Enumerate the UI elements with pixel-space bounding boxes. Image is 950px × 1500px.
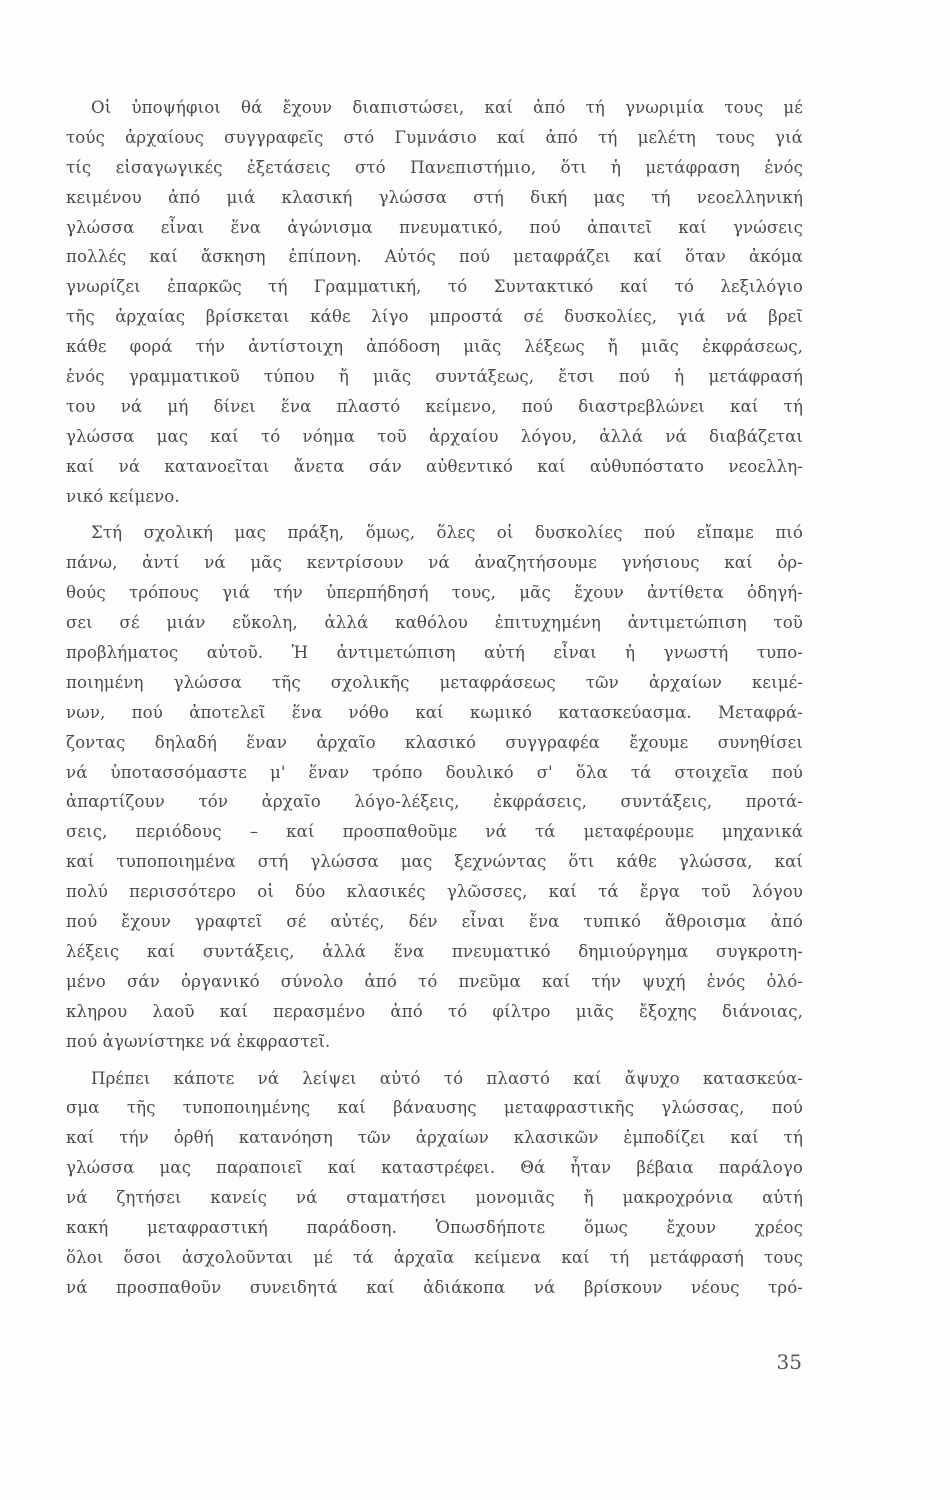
page-number: 35 <box>776 1350 802 1374</box>
text-line: γνωρίζει ἐπαρκῶς τή Γραμματική, τό Συντακτικό καί τό λεξιλόγιο <box>66 277 803 297</box>
text-line: Οἱ ὑποψήφιοι θά ἔχουν διαπιστώσει, καί ἀπό τή γνωριμία τους μέ <box>91 98 803 117</box>
paragraph-gap <box>66 1057 803 1064</box>
text-line: ἑνός γραμματικοῦ τύπου ἤ μιᾶς συντάξεως, ἔτσι πού ἡ μετάφρασή <box>66 367 803 387</box>
text-line: καί τήν ὀρθή κατανόηση τῶν ἀρχαίων κλασικῶν ἐμποδίζει καί τή <box>66 1128 803 1148</box>
text-line: τίς εἰσαγωγικές ἐξετάσεις στό Πανεπιστήμιο, ὅτι ἡ μετάφραση ἑνός <box>66 157 803 177</box>
text-line: λέξεις καί συντάξεις, ἀλλά ἕνα πνευματικό δημιούργημα συγκροτη- <box>66 941 803 961</box>
text-line: Πρέπει κάποτε νά λείψει αὐτό τό πλαστό καί ἄψυχο κατασκεύα- <box>91 1068 803 1088</box>
text-line: κειμένου ἀπό μιά κλασική γλώσσα στή δική μας τή νεοελληνική <box>66 187 803 207</box>
text-line: θούς τρόπους γιά τήν ὑπερπήδησή τους, μᾶς ἔχουν ἀντίθετα ὁδηγή- <box>66 583 803 603</box>
text-line: πού ἀγωνίστηκε νά ἐκφραστεῖ. <box>66 1031 331 1051</box>
text-line: νικό κείμενο. <box>66 486 180 506</box>
text-line: νά ζητήσει κανείς νά σταματήσει μονομιᾶς ἤ μακροχρόνια αὐτή <box>66 1188 803 1208</box>
text-line: γλώσσα μας παραποιεῖ καί καταστρέφει. Θά ἦταν βέβαια παράλογο <box>66 1158 803 1178</box>
text-line: του νά μή δίνει ἕνα πλαστό κείμενο, πού διαστρεβλώνει καί τή <box>66 396 803 416</box>
paragraph <box>66 1064 803 1303</box>
text-line: κακή μεταφραστική παράδοση. Ὁπωσδήποτε ὅμως ἔχουν χρέος <box>66 1217 803 1237</box>
text-line: προβλήματος αὐτοῦ. Ἡ ἀντιμετώπιση αὐτή εἶναι ἡ γνωστή τυπο- <box>66 643 803 663</box>
text-line: καί νά κατανοεῖται ἄνετα σάν αὐθεντικό καί αὐθυπόστατο νεοελλη- <box>66 456 803 476</box>
text-line: σμα τῆς τυποποιημένης καί βάναυσης μεταφραστικῆς γλώσσας, πού <box>66 1098 803 1118</box>
paragraph <box>66 93 803 511</box>
text-line: πολλές καί ἄσκηση ἐπίπονη. Αὐτός πού μεταφράζει καί ὅταν ἀκόμα <box>66 247 803 267</box>
text-line: νά προσπαθοῦν συνειδητά καί ἀδιάκοπα νά βρίσκουν νέους τρό- <box>66 1277 803 1297</box>
text-line: σει σέ μιάν εὔκολη, ἀλλά καθόλου ἐπιτυχημένη ἀντιμετώπιση τοῦ <box>66 613 803 633</box>
text-line: πάνω, ἀντί νά μᾶς κεντρίσουν νά ἀναζητήσουμε γνήσιους καί ὀρ- <box>66 553 803 573</box>
text-line: κάθε φορά τήν ἀντίστοιχη ἀπόδοση μιᾶς λέξεως ἤ μιᾶς ἐκφράσεως, <box>66 337 803 357</box>
paragraph <box>66 518 803 1056</box>
body-text <box>66 93 803 1303</box>
text-line: γλώσσα μας καί τό νόημα τοῦ ἀρχαίου λόγου, ἀλλά νά διαβάζεται <box>66 426 803 446</box>
text-line: γλώσσα εἶναι ἕνα ἀγώνισμα πνευματικό, πού ἀπαιτεῖ καί γνώσεις <box>66 217 803 237</box>
text-line: νά ὑποτασσόμαστε μ' ἕναν τρόπο δουλικό σ' ὅλα τά στοιχεῖα πού <box>66 762 803 782</box>
text-line: Στή σχολική μας πράξη, ὅμως, ὅλες οἱ δυσκολίες πού εἴπαμε πιό <box>91 523 803 543</box>
text-line: καί τυποποιημένα στή γλώσσα μας ξεχνώντας ὅτι κάθε γλώσσα, καί <box>66 852 803 872</box>
text-line: κληρου λαοῦ καί περασμένο ἀπό τό φίλτρο μιᾶς ἔξοχης διάνοιας, <box>66 1001 803 1021</box>
text-line: τούς ἀρχαίους συγγραφεῖς στό Γυμνάσιο καί ἀπό τή μελέτη τους γιά <box>66 127 803 147</box>
text-line: τῆς ἀρχαίας βρίσκεται κάθε λίγο μπροστά σέ δυσκολίες, γιά νά βρεῖ <box>66 307 803 327</box>
paragraph-gap <box>66 511 803 518</box>
text-line: ποιημένη γλώσσα τῆς σχολικῆς μεταφράσεως τῶν ἀρχαίων κειμέ- <box>66 672 803 692</box>
text-line: πού ἔχουν γραφτεῖ σέ αὐτές, δέν εἶναι ἕνα τυπικό ἄθροισμα ἀπό <box>66 912 803 932</box>
text-line: ζοντας δηλαδή ἕναν ἀρχαῖο κλασικό συγγραφέα ἔχουμε συνηθίσει <box>66 732 803 752</box>
text-line: ὅλοι ὅσοι ἀσχολοῦνται μέ τά ἀρχαῖα κείμενα καί τή μετάφρασή τους <box>66 1247 803 1267</box>
text-line: σεις, περιόδους – καί προσπαθοῦμε νά τά μεταφέρουμε μηχανικά <box>66 822 803 842</box>
text-line: μένο σάν ὀργανικό σύνολο ἀπό τό πνεῦμα καί τήν ψυχή ἑνός ὁλό- <box>66 971 803 991</box>
text-line: πολύ περισσότερο οἱ δύο κλασικές γλῶσσες, καί τά ἔργα τοῦ λόγου <box>66 882 803 902</box>
text-line: νων, πού ἀποτελεῖ ἕνα νόθο καί κωμικό κατασκεύασμα. Μεταφρά- <box>66 702 803 722</box>
text-line: ἀπαρτίζουν τόν ἀρχαῖο λόγο-λέξεις, ἐκφράσεις, συντάξεις, προτά- <box>66 792 803 812</box>
